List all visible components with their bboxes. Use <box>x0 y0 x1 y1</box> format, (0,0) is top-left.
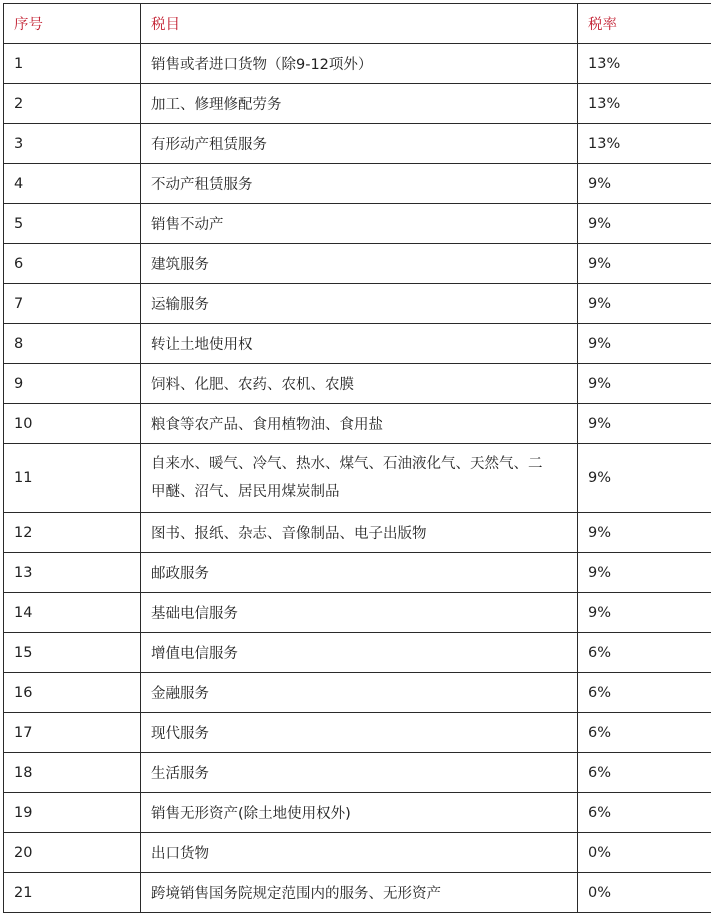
cell-rate: 6% <box>578 713 711 753</box>
table-row <box>4 164 711 204</box>
cell-index: 2 <box>4 84 141 124</box>
table-row <box>4 713 711 753</box>
cell-item: 有形动产租赁服务 <box>141 124 578 164</box>
cell-item: 邮政服务 <box>141 553 578 593</box>
cell-index: 13 <box>4 553 141 593</box>
cell-index: 8 <box>4 324 141 364</box>
cell-item: 销售或者进口货物（除9-12项外） <box>141 44 578 84</box>
table-row <box>4 324 711 364</box>
cell-rate: 9% <box>578 553 711 593</box>
table-row <box>4 793 711 833</box>
tax-rate-table-container <box>3 3 711 913</box>
cell-index: 1 <box>4 44 141 84</box>
cell-item: 销售不动产 <box>141 204 578 244</box>
cell-item: 建筑服务 <box>141 244 578 284</box>
cell-index: 20 <box>4 833 141 873</box>
table-row <box>4 673 711 713</box>
table-header-row <box>4 4 711 44</box>
cell-rate: 9% <box>578 364 711 404</box>
cell-index: 14 <box>4 593 141 633</box>
cell-index: 10 <box>4 404 141 444</box>
cell-item: 生活服务 <box>141 753 578 793</box>
table-row <box>4 633 711 673</box>
cell-index: 17 <box>4 713 141 753</box>
cell-rate: 6% <box>578 673 711 713</box>
table-row <box>4 513 711 553</box>
cell-item: 粮食等农产品、食用植物油、食用盐 <box>141 404 578 444</box>
cell-rate: 9% <box>578 284 711 324</box>
cell-rate: 9% <box>578 404 711 444</box>
cell-item: 增值电信服务 <box>141 633 578 673</box>
cell-item: 饲料、化肥、农药、农机、农膜 <box>141 364 578 404</box>
cell-rate: 13% <box>578 124 711 164</box>
cell-index: 18 <box>4 753 141 793</box>
header-item: 税目 <box>141 4 578 44</box>
cell-rate: 9% <box>578 164 711 204</box>
cell-rate: 6% <box>578 753 711 793</box>
table-row <box>4 404 711 444</box>
cell-rate: 9% <box>578 204 711 244</box>
table-row <box>4 44 711 84</box>
tax-rate-table <box>3 3 711 913</box>
table-row <box>4 833 711 873</box>
table-row <box>4 364 711 404</box>
table-row <box>4 204 711 244</box>
cell-index: 12 <box>4 513 141 553</box>
cell-rate: 9% <box>578 324 711 364</box>
table-row <box>4 84 711 124</box>
cell-rate: 9% <box>578 593 711 633</box>
table-row <box>4 124 711 164</box>
table-row <box>4 593 711 633</box>
table-row <box>4 753 711 793</box>
cell-item: 加工、修理修配劳务 <box>141 84 578 124</box>
cell-index: 7 <box>4 284 141 324</box>
cell-index: 4 <box>4 164 141 204</box>
cell-item: 运输服务 <box>141 284 578 324</box>
cell-index: 16 <box>4 673 141 713</box>
cell-rate: 9% <box>578 244 711 284</box>
cell-rate: 0% <box>578 873 711 913</box>
cell-item: 不动产租赁服务 <box>141 164 578 204</box>
cell-item: 金融服务 <box>141 673 578 713</box>
cell-rate: 13% <box>578 84 711 124</box>
table-row <box>4 873 711 913</box>
table-row <box>4 244 711 284</box>
cell-item: 图书、报纸、杂志、音像制品、电子出版物 <box>141 513 578 553</box>
cell-rate: 9% <box>578 513 711 553</box>
cell-item: 自来水、暖气、冷气、热水、煤气、石油液化气、天然气、二甲醚、沼气、居民用煤炭制品 <box>141 444 578 513</box>
cell-rate: 6% <box>578 793 711 833</box>
cell-index: 5 <box>4 204 141 244</box>
cell-index: 11 <box>4 444 141 513</box>
cell-item: 跨境销售国务院规定范围内的服务、无形资产 <box>141 873 578 913</box>
cell-item: 销售无形资产(除土地使用权外) <box>141 793 578 833</box>
table-row <box>4 553 711 593</box>
cell-item: 转让土地使用权 <box>141 324 578 364</box>
cell-rate: 6% <box>578 633 711 673</box>
cell-rate: 9% <box>578 444 711 513</box>
table-row <box>4 284 711 324</box>
cell-index: 19 <box>4 793 141 833</box>
cell-index: 21 <box>4 873 141 913</box>
header-rate: 税率 <box>578 4 711 44</box>
header-index: 序号 <box>4 4 141 44</box>
cell-index: 9 <box>4 364 141 404</box>
cell-index: 6 <box>4 244 141 284</box>
cell-item: 出口货物 <box>141 833 578 873</box>
cell-item: 基础电信服务 <box>141 593 578 633</box>
table-row <box>4 444 711 513</box>
cell-item: 现代服务 <box>141 713 578 753</box>
cell-rate: 0% <box>578 833 711 873</box>
cell-index: 3 <box>4 124 141 164</box>
cell-index: 15 <box>4 633 141 673</box>
cell-rate: 13% <box>578 44 711 84</box>
